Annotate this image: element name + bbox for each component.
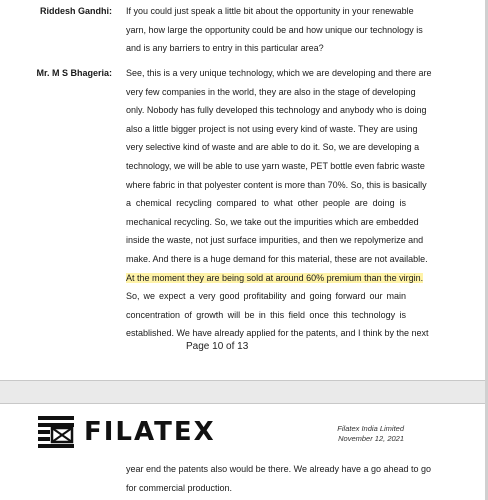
speech-line: a chemical recycling compared to what other people are doing is — [126, 198, 406, 209]
speech-line: also a little bigger project is not using every kind of waste. They are using — [126, 123, 418, 134]
speaker-name: Mr. M S Bhageria: — [36, 68, 112, 78]
speech-line: So, we expect a very good profitability and going forward our main — [126, 291, 406, 302]
speech-text — [126, 2, 423, 58]
speech-line: where fabric in that polyester content is more than 70%. So, this is basically — [126, 179, 427, 190]
speech-line-highlighted — [126, 269, 424, 288]
page-separator — [0, 380, 485, 404]
speech-line: concentration of growth will be in this field once this technology is — [126, 309, 406, 320]
filatex-logo — [38, 416, 216, 448]
page-number: Page 10 of 13 — [186, 341, 249, 352]
speech-line: very few companies in the world, they are also in the stage of developing — [126, 86, 416, 97]
speech-line: mechanical recycling. So, we take out the impurities which are embedded — [126, 216, 419, 227]
speaker-name: Riddesh Gandhi: — [40, 6, 112, 16]
logo-text: FILATEX — [84, 417, 216, 447]
speech-text-continued — [126, 460, 432, 497]
company-name: Filatex India Limited — [337, 424, 404, 433]
speech-text — [126, 64, 432, 343]
speech-line: yarn, how large the opportunity could be and how unique our technology is — [126, 24, 423, 35]
speech-line: for commercial production. — [126, 482, 233, 493]
company-header-info — [337, 424, 404, 444]
speech-line: very selective kind of waste and are able to do it. So, we are developing a — [126, 142, 420, 153]
text-highlight: At the moment they are being sold at around 60% premium than the virgin. — [126, 272, 424, 283]
document-date: November 12, 2021 — [338, 434, 404, 443]
speech-line: established. We have already applied for the patents, and I think by the next — [126, 328, 429, 339]
speech-line: only. Nobody has fully developed this technology and anybody who is doing — [126, 105, 427, 116]
speech-line: technology, we will be able to use yarn waste, PET bottle even fabric waste — [126, 160, 425, 171]
speech-line: inside the waste, not just surface impurities, and then we repolymerize and — [126, 235, 424, 246]
filatex-logo-icon — [38, 416, 74, 448]
speech-line: See, this is a very unique technology, which we are developing and there are — [126, 68, 432, 78]
document-page-11 — [0, 404, 485, 500]
speech-line: and is any barriers to entry in this particular area? — [126, 43, 324, 54]
speech-line: If you could just speak a little bit about the opportunity in your renewable — [126, 6, 414, 16]
speech-line: year end the patents also would be there. We already have a go ahead to go — [126, 464, 432, 474]
speech-line: make. And there is a huge demand for this material, these are not available. — [126, 253, 428, 264]
